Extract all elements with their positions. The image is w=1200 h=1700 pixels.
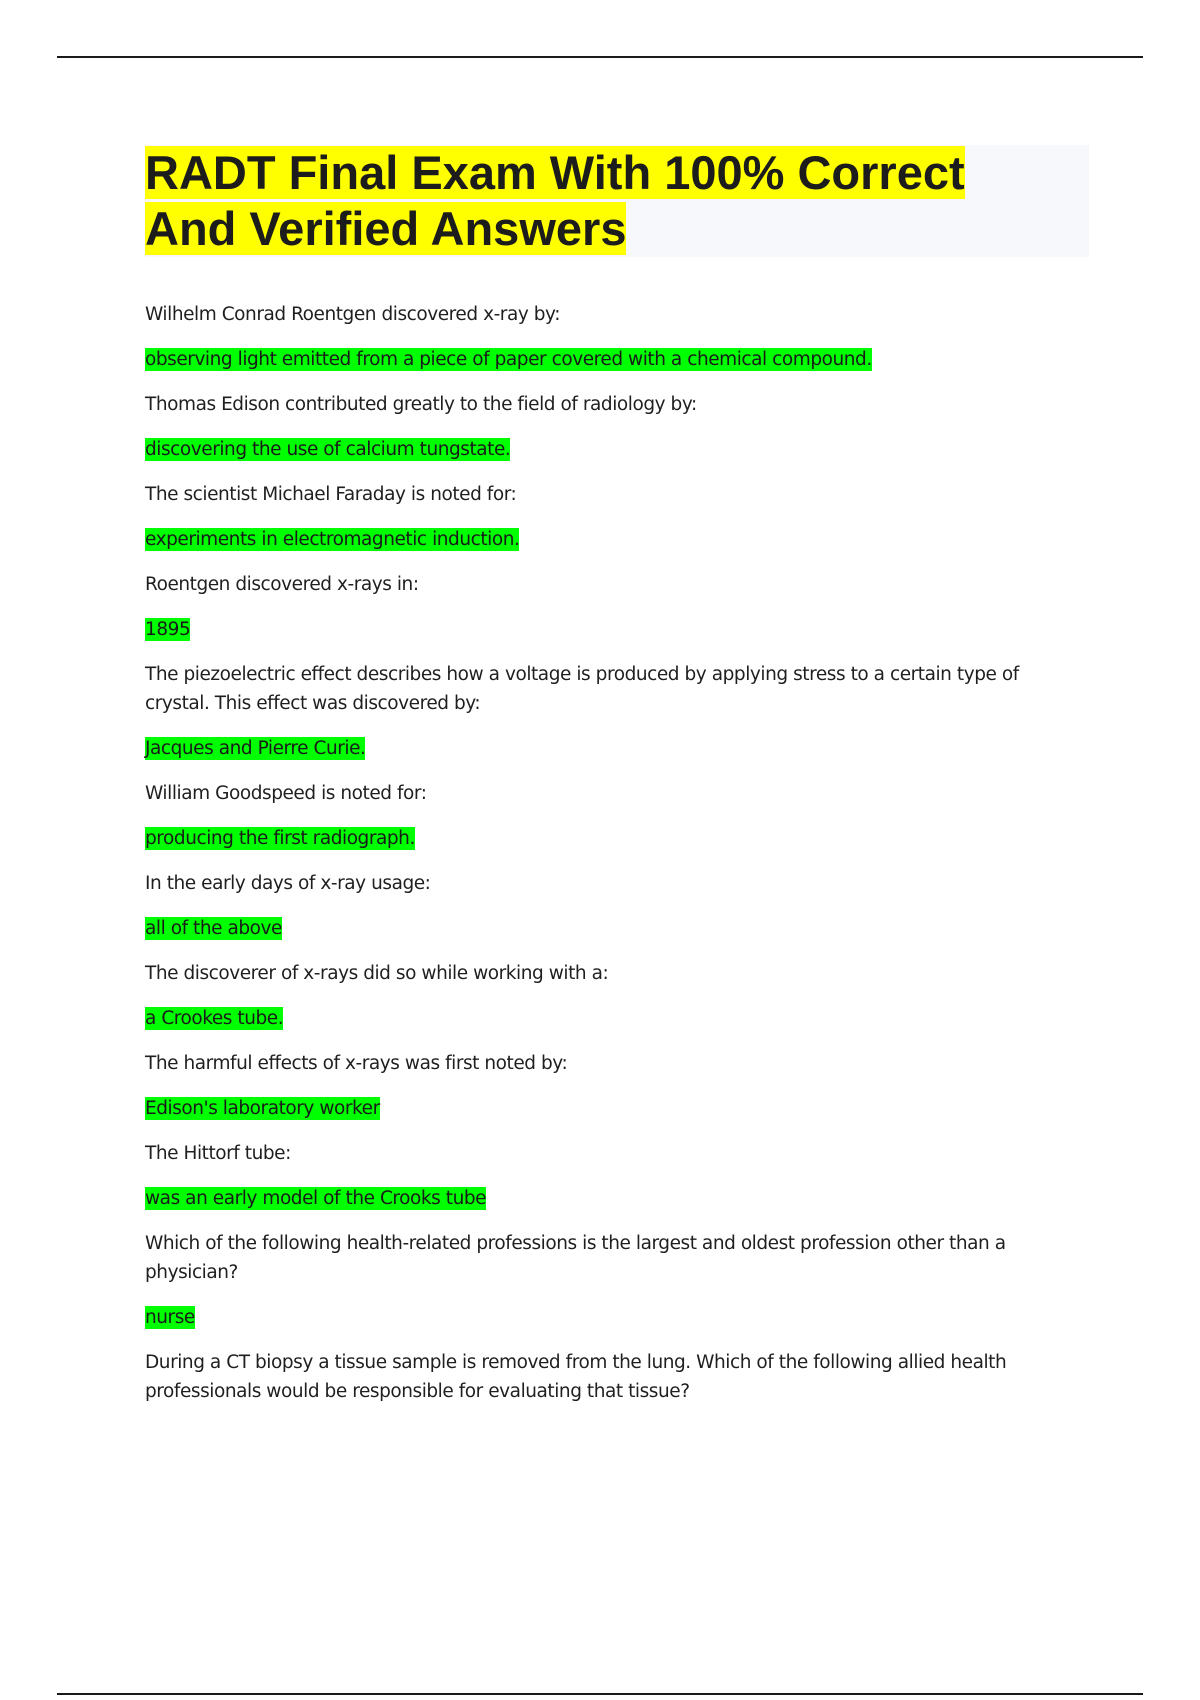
answer-2-text: discovering the use of calcium tungstate.: [145, 439, 511, 460]
answer-6-text: producing the first radiograph.: [145, 828, 415, 849]
question-8: The discoverer of x-rays did so while working with a:: [145, 963, 609, 984]
answer-9-text: Edison's laboratory worker: [145, 1098, 380, 1119]
answer-10-text: was an early model of the Crooks tube: [145, 1188, 487, 1209]
answer-4: [145, 615, 1045, 644]
question-1: Wilhelm Conrad Roentgen discovered x-ray by:: [145, 304, 560, 325]
question-11: Which of the following health-related professions is the largest and oldest profession other than a physician?: [145, 1233, 1006, 1283]
question-5: The piezoelectric effect describes how a voltage is produced by applying stress to a certain type of crystal. This effect was discovered by:: [145, 664, 1019, 714]
answer-8: [145, 1004, 1045, 1033]
answer-9: [145, 1094, 1045, 1123]
question-4: Roentgen discovered x-rays in:: [145, 574, 419, 595]
title-line-1: RADT Final Exam With 100% Correct: [145, 146, 965, 199]
question-10: The Hittorf tube:: [145, 1143, 291, 1164]
question-2: Thomas Edison contributed greatly to the field of radiology by:: [145, 394, 697, 415]
title-block: [145, 145, 1089, 257]
answer-8-text: a Crookes tube.: [145, 1008, 284, 1029]
answer-4-text: 1895: [145, 619, 191, 640]
question-9: The harmful effects of x-rays was first noted by:: [145, 1053, 568, 1074]
question-6: William Goodspeed is noted for:: [145, 783, 427, 804]
answer-7-text: all of the above: [145, 918, 282, 939]
answer-2: [145, 435, 1045, 464]
answer-11-text: nurse: [145, 1307, 195, 1328]
qa-list: [145, 300, 1045, 1422]
answer-1-text: observing light emitted from a piece of paper covered with a chemical compound.: [145, 349, 872, 370]
answer-3-text: experiments in electromagnetic induction.: [145, 529, 520, 550]
page-title: [145, 145, 1089, 257]
answer-5: [145, 734, 1045, 763]
answer-7: [145, 914, 1045, 943]
answer-10: [145, 1184, 1045, 1213]
answer-11: [145, 1303, 1045, 1332]
title-line-2: And Verified Answers: [145, 202, 627, 255]
top-rule: [57, 56, 1143, 58]
bottom-rule: [57, 1693, 1143, 1695]
question-12: During a CT biopsy a tissue sample is removed from the lung. Which of the following allied health professionals would be responsible for evaluating that tissue?: [145, 1352, 1007, 1402]
answer-3: [145, 525, 1045, 554]
question-3: The scientist Michael Faraday is noted for:: [145, 484, 517, 505]
question-7: In the early days of x-ray usage:: [145, 873, 431, 894]
answer-6: [145, 824, 1045, 853]
answer-5-text: Jacques and Pierre Curie.: [145, 738, 366, 759]
answer-1: [145, 345, 1045, 374]
